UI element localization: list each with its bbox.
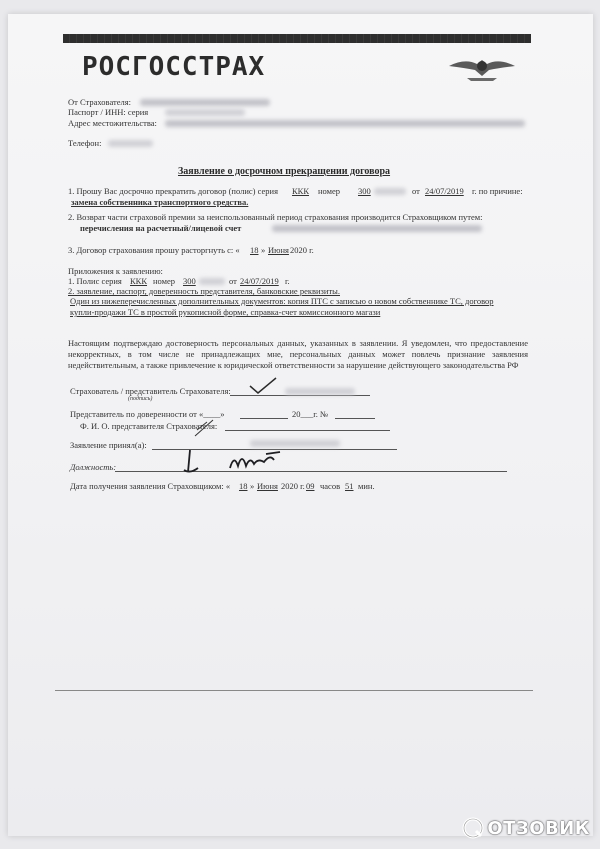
document-title: Заявление о досрочном прекращении договора [178,166,391,177]
attachment1-series: ККК [130,276,148,286]
redacted-address [165,120,525,127]
proxy-year: 20___г. № [292,409,329,419]
item1-number: 300 [358,186,371,196]
phone-label: Телефон: [68,138,102,148]
watermark-logo-icon [462,817,484,839]
item3-month: Июня [268,245,289,255]
item1-date: 24/07/2019 [425,186,464,196]
attachment1-number: 300 [183,276,196,286]
insured-signature-label: Страхователь / представитель Страхователя: [70,386,231,396]
receipt-day: 18 [239,481,248,491]
item3-year: 2020 г. [290,245,314,255]
item1-from: от [412,186,420,196]
item2-method: перечисления на расчетный/лицевой счет [80,223,242,233]
item2-text: 2. Возврат части страховой премии за неиспользованный период страхования производится Страховщиком путем: [68,212,483,222]
proxy-number-line [335,418,375,419]
receipt-hours-label: часов [320,481,341,491]
handwritten-signature-icon [178,446,298,476]
attachment2: 2. заявление, паспорт, доверенность представителя, банковские реквизиты. [68,286,340,296]
attachment3-line1: Один из нижеперечисленных дополнительных документов: копия ПТС с записью о новом собственнике ТС, договор [70,296,494,306]
redacted-attachment-number [199,278,225,285]
receipt-year: 2020 г. [281,481,305,491]
proxy-date-line [240,418,288,419]
item1-prefix: 1. Прошу Вас досрочно прекратить договор (полис) серия [68,186,278,196]
redacted-phone [108,140,153,147]
receipt-prefix: Дата получения заявления Страховщиком: « [70,481,231,491]
watermark-text: ОТЗОВИК [487,817,590,839]
company-logo-text: РОСГОССТРАХ [82,52,266,82]
item1-series: ККК [292,186,310,196]
redacted-insured-name [285,388,355,395]
receipt-month: Июня [257,481,278,491]
redacted-account [272,225,482,232]
item1-number-label: номер [318,186,341,196]
redacted-policy-number [374,188,406,195]
proxy-label: Представитель по доверенности от «____» [70,409,225,419]
watermark [462,817,590,839]
position-line [115,471,507,472]
receipt-sep: » [250,481,255,491]
item3-day: 18 [250,245,259,255]
attachment3-line2: купли-продажи ТС в простой рукописной форме, справка-счет комиссионного магази [70,307,381,317]
attachment1-date: 24/07/2019 [240,276,279,286]
item1-reason: замена собственника транспортного средства. [71,197,249,207]
passport-label: Паспорт / ИНН: серия [68,107,149,117]
address-label: Адрес местожительства: [68,118,157,128]
strike-mark-icon [193,418,215,438]
item3-prefix: 3. Договор страхования прошу расторгнуть с: « [68,245,240,255]
attachment1-suffix: г. [285,276,290,286]
item1-suffix: г. по причине: [472,186,523,196]
fio-line [225,430,390,431]
attachments-heading: Приложения к заявлению: [68,266,163,276]
insured-signature-hint: (подпись) [128,396,153,402]
accepted-label: Заявление принял(а): [70,440,147,450]
item3-sep: » [261,245,266,255]
redacted-name [140,99,270,106]
receipt-min-label: мин. [358,481,375,491]
attachment1-number-label: номер [153,276,176,286]
attachment1-prefix: 1. Полис серия [68,276,122,286]
header-bar [63,34,531,43]
confirmation-text: Настоящим подтверждаю достоверность персональных данных, указанных в заявлении. Я уведомлен, что предоставление некорректных, в том числе не принадлежащих мне, персональных данных может повлечь признание заявления недействительным, а также привлечение к юридической ответственности за нарушение действующего законодательства РФ [68,338,528,370]
footer-divider [55,690,533,691]
receipt-hour: 09 [306,481,315,491]
position-label: Должность: [70,462,117,472]
from-label: От Страхователя: [68,97,132,107]
redacted-passport [165,109,245,116]
checkmark-signature-icon [248,376,278,396]
attachment1-from: от [229,276,237,286]
eagle-emblem-icon [447,50,517,84]
fio-label: Ф. И. О. представителя Страхователя: [80,421,218,431]
receipt-minute: 51 [345,481,354,491]
